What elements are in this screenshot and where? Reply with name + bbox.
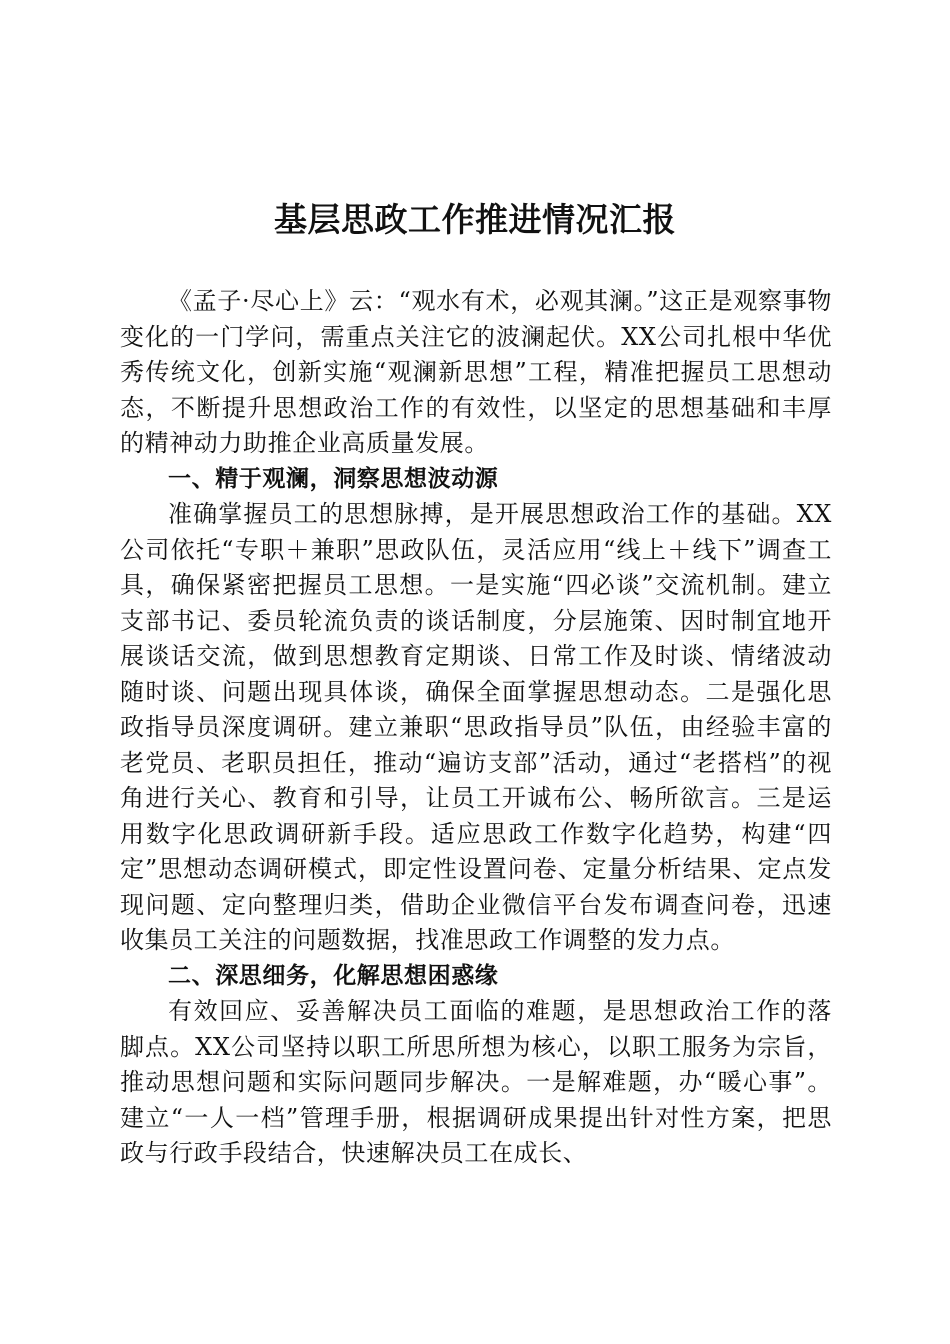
- section-paragraph-2: 有效回应、妥善解决员工面临的难题，是思想政治工作的落脚点。XX公司坚持以职工所思所想为核心，以职工服务为宗旨，推动思想问题和实际问题同步解决。一是解难题，办“暖心事”。建立“一人一档”管理手册，根据调研成果提出针对性方案，把思政与行政手段结合，快速解决员工在成长、: [120, 997, 832, 1167]
- document-title: 基层思政工作推进情况汇报: [274, 200, 676, 239]
- section-heading-2: 二、深思细务，化解思想困惑缘: [168, 962, 499, 989]
- document-body: [120, 284, 832, 1172]
- intro-paragraph: 《孟子·尽心上》云：“观水有术，必观其澜。”这正是观察事物变化的一门学问，需重点关注它的波澜起伏。XX公司扎根中华优秀传统文化，创新实施“观澜新思想”工程，精准把握员工思想动态，不断提升思想政治工作的有效性，以坚定的思想基础和丰厚的精神动力助推企业高质量发展。: [120, 287, 832, 457]
- section-paragraph-1: 准确掌握员工的思想脉搏，是开展思想政治工作的基础。XX公司依托“专职＋兼职”思政队伍，灵活应用“线上＋线下”调查工具，确保紧密把握员工思想。一是实施“四必谈”交流机制。建立支部书记、委员轮流负责的谈话制度，分层施策、因时制宜地开展谈话交流，做到思想教育定期谈、日常工作及时谈、情绪波动随时谈、问题出现具体谈，确保全面掌握思想动态。二是强化思政指导员深度调研。建立兼职“思政指导员”队伍，由经验丰富的老党员、老职员担任，推动“遍访支部”活动，通过“老搭档”的视角进行关心、教育和引导，让员工开诚布公、畅所欲言。三是运用数字化思政调研新手段。适应思政工作数字化趋势，构建“四定”思想动态调研模式，即定性设置问卷、定量分析结果、定点发现问题、定向整理归类，借助企业微信平台发布调查问卷，迅速收集员工关注的问题数据，找准思政工作调整的发力点。: [120, 500, 832, 954]
- section-heading-1: 一、精于观澜，洞察思想波动源: [168, 465, 499, 492]
